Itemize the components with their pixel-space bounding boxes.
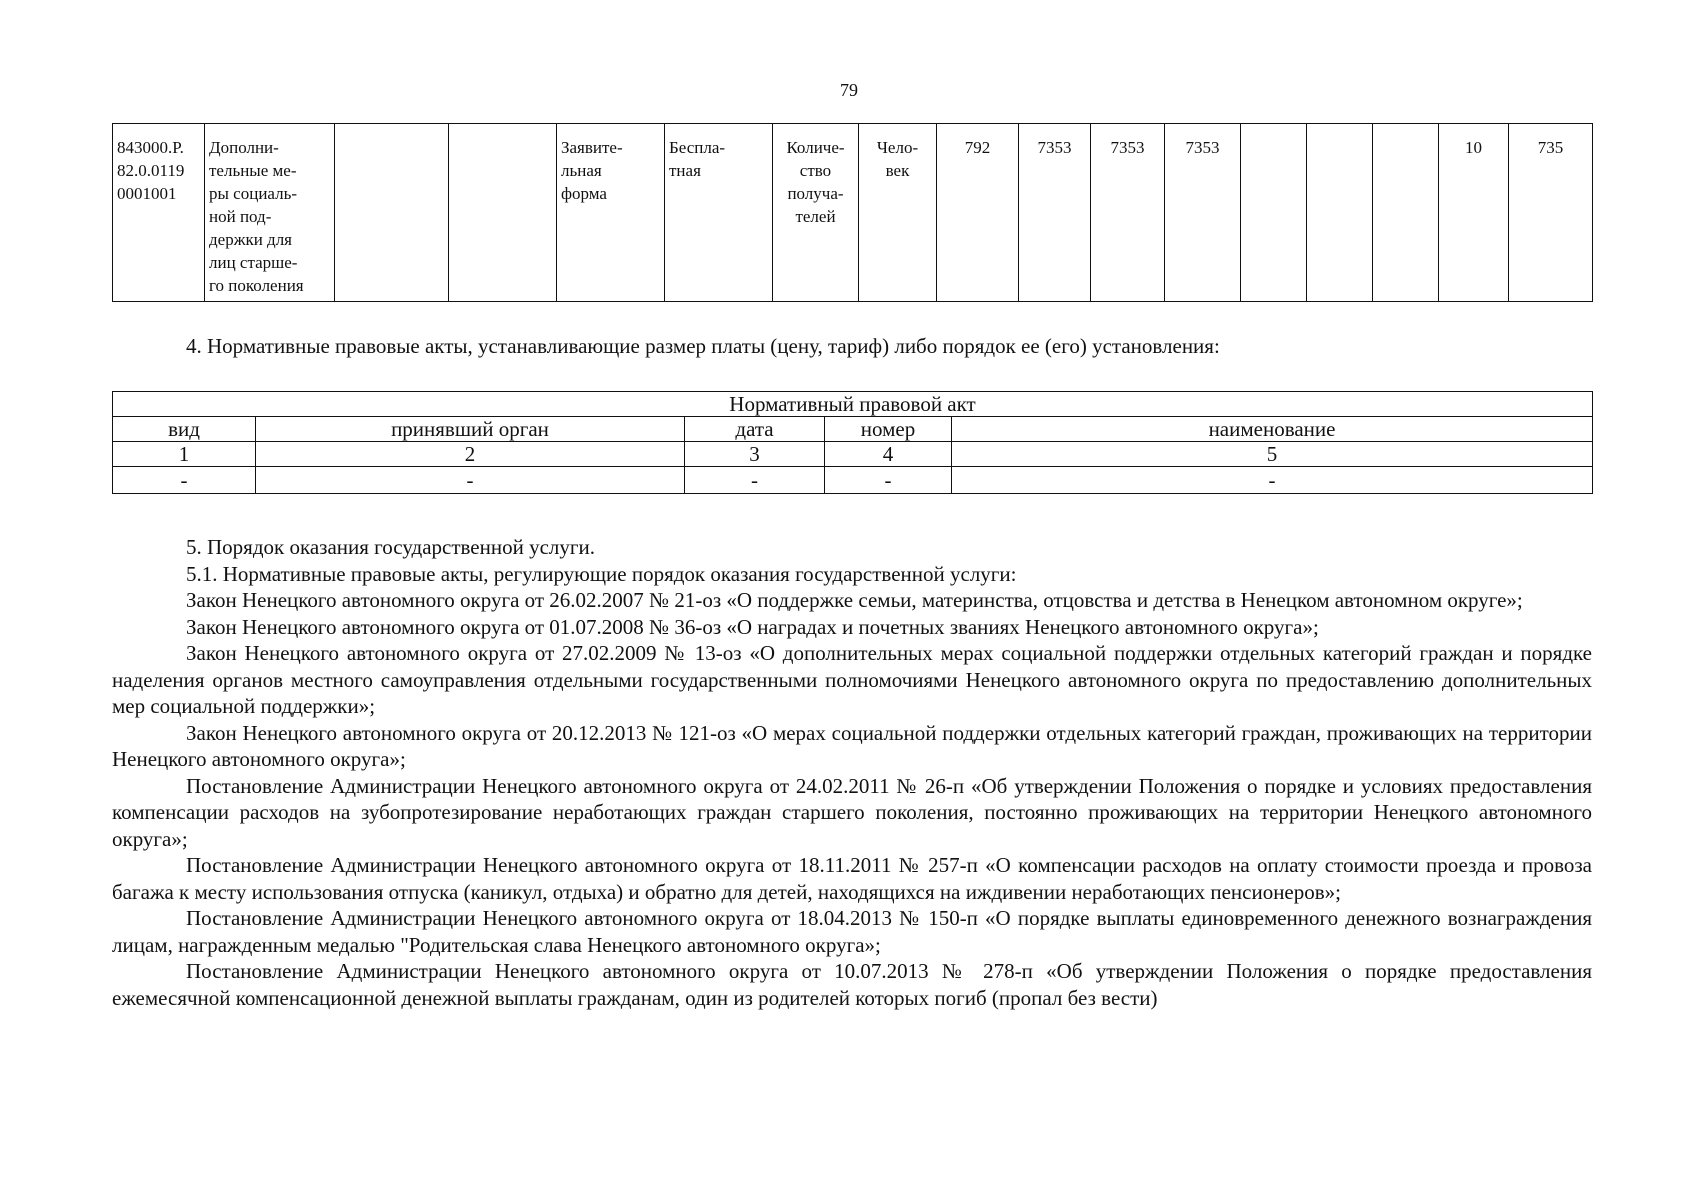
column-number: 1 [113,442,256,467]
table-cell: 7353 [1165,124,1241,302]
table-cell: 843000.Р. 82.0.0119 0001001 [113,124,205,302]
table-title: Нормативный правовой акт [113,392,1593,417]
table-row [113,467,1593,494]
table-cell: Дополни- тельные ме- ры социаль- ной под- держки для лиц старше- го поколения [205,124,335,302]
service-volume-table [112,123,1593,302]
table-header-row [113,417,1593,442]
column-header: вид [113,417,256,442]
table-cell: Заявите- льная форма [557,124,665,302]
table-cell [1307,124,1373,302]
table-cell [1241,124,1307,302]
table-cell: Беспла- тная [665,124,773,302]
table-cell: - [952,467,1593,494]
law-paragraph: Закон Ненецкого автономного округа от 27.02.2009 № 13-оз «О дополнительных мерах социальной поддержки отдельных категорий граждан и порядке наделения органов местного самоуправления отдельными государственными полномочиями Ненецкого автономного округа по предоставлению дополнительных мер социальной поддержки»; [112,641,1592,718]
table-row [113,124,1593,302]
law-paragraph: Постановление Администрации Ненецкого автономного округа от 18.04.2013 № 150-п «О порядке выплаты единовременного денежного вознаграждения лицам, награжденным медалью "Родительская слава Ненецкого автономного округа»; [112,906,1592,957]
table-cell: 735 [1509,124,1593,302]
law-paragraph: Закон Ненецкого автономного округа от 26.02.2007 № 21-оз «О поддержке семьи, материнства, отцовства и детства в Ненецком автономном округе»; [186,588,1523,612]
table-cell: 7353 [1019,124,1091,302]
table-cell [335,124,449,302]
table-cell: 792 [937,124,1019,302]
law-paragraph: Постановление Администрации Ненецкого автономного округа от 24.02.2011 № 26-п «Об утверждении Положения о порядке и условиях предоставления компенсации расходов на зубопротезирование неработающих граждан старшего поколения, постоянно проживающих на территории Ненецкого автономного округа»; [112,773,1592,851]
law-paragraph: Закон Ненецкого автономного округа от 20.12.2013 № 121-оз «О мерах социальной поддержки отдельных категорий граждан, проживающих на территории Ненецкого автономного округа»; [112,720,1592,771]
table-cell [1373,124,1439,302]
table-row [113,442,1593,467]
table-cell: - [113,467,256,494]
legal-acts-table [112,391,1593,494]
table-cell: - [256,467,685,494]
table-cell: - [685,467,825,494]
column-number: 3 [685,442,825,467]
page-number: 79 [840,80,858,100]
table-cell: 7353 [1091,124,1165,302]
table-cell: Количе- ство получа- телей [773,124,859,302]
law-paragraph: Постановление Администрации Ненецкого автономного округа от 18.11.2011 № 257-п «О компенсации расходов на оплату стоимости проезда и провоза багажа к месту использования отпуска (каникул, отдыха) и обратно для детей, находящихся на иждивении неработающих пенсионеров»; [112,853,1592,904]
column-number: 4 [825,442,952,467]
law-paragraph: Постановление Администрации Ненецкого автономного округа от 10.07.2013 № 278-п «Об утверждении Положения о порядке предоставления ежемесячной компенсационной денежной выплаты гражданам, один из родителей которых погиб (пропал без вести) [112,959,1592,1010]
section-5-body [112,534,1592,1011]
section-heading: 5. Порядок оказания государственной услуги. [186,535,595,559]
subsection-heading: 5.1. Нормативные правовые акты, регулирующие порядок оказания государственной услуги: [186,561,1017,586]
column-number: 5 [952,442,1593,467]
law-paragraph: Закон Ненецкого автономного округа от 01.07.2008 № 36-оз «О наградах и почетных званиях Ненецкого автономного округа»; [186,614,1319,639]
column-header: принявший орган [256,417,685,442]
table-cell: 10 [1439,124,1509,302]
column-header: наименование [952,417,1593,442]
table-cell [449,124,557,302]
table-cell: Чело- век [859,124,937,302]
table-row [113,392,1593,417]
column-header: дата [685,417,825,442]
table-cell: - [825,467,952,494]
column-header: номер [825,417,952,442]
section-4-heading: 4. Нормативные правовые акты, устанавливающие размер платы (цену, тариф) либо порядок ее (его) установления: [186,334,1220,358]
column-number: 2 [256,442,685,467]
